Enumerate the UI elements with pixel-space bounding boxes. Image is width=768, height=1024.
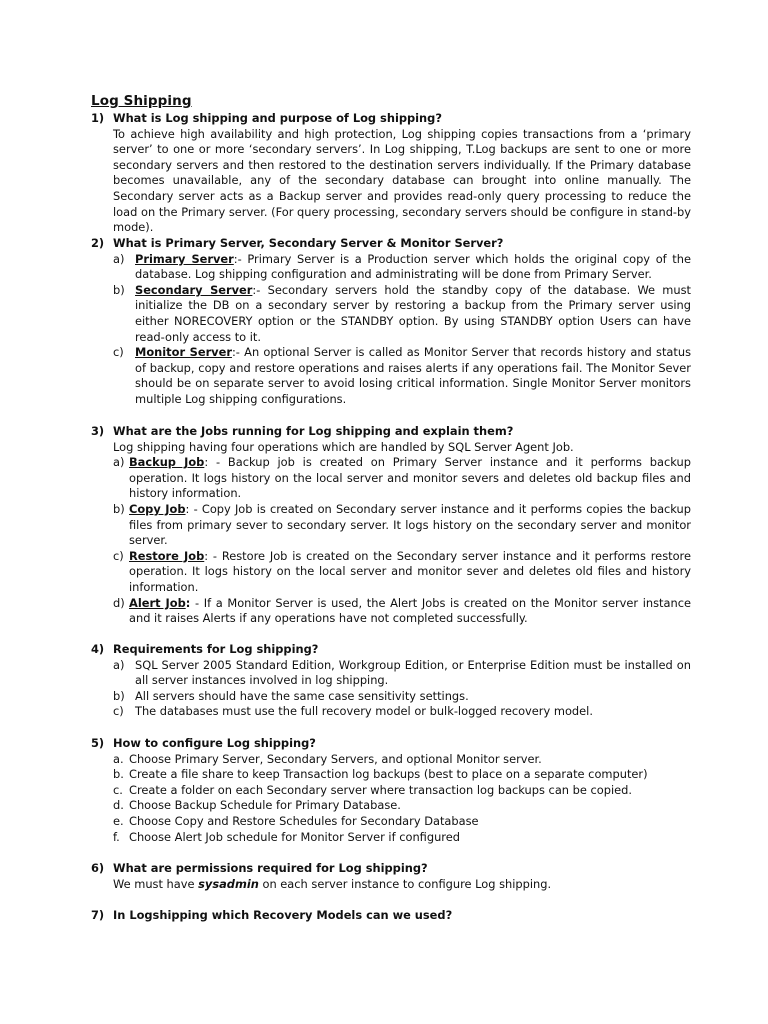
item-term: Secondary Server [135, 282, 253, 297]
answer-list [113, 752, 691, 846]
question-heading [91, 642, 691, 658]
list-item [113, 689, 691, 705]
question-number: 7) [91, 908, 105, 922]
item-marker: b) [113, 282, 125, 297]
question-section-2 [91, 236, 691, 408]
item-term: Monitor Server [135, 345, 232, 360]
question-section-6 [91, 861, 691, 892]
answer-emphasis: sysadmin [198, 876, 259, 891]
item-text [135, 345, 691, 407]
list-item [113, 549, 691, 596]
item-marker: c) [113, 345, 124, 360]
item-term: Primary Server [135, 251, 234, 266]
item-text: Create a file share to keep Transaction log backups (best to place on a separate computer) [129, 767, 648, 782]
answer-text-pre: We must have [113, 876, 199, 891]
item-text: Choose Backup Schedule for Primary Database. [129, 798, 401, 813]
list-item [113, 283, 691, 345]
answer-list [113, 252, 691, 408]
item-description: - Restore Job is created on the Secondary server instance and it performs restore operation. It logs history on the local server and monitor sever and deletes old files and history information. [129, 548, 691, 594]
list-item [113, 596, 691, 627]
question-section-4 [91, 642, 691, 720]
list-item [113, 252, 691, 283]
answer-paragraph: To achieve high availability and high protection, Log shipping copies transactions from a ‘primary server’ to one or more ‘secondary servers’. In Log shipping, T.Log backups are sent to one or more secondary servers and then restored to the destination servers individually. If the Primary database becomes unavailable, any of the secondary database can brought into online manually. The Secondary server acts as a Backup server and provides read-only query processing to reduce the load on the Primary server. (For query processing, secondary servers should be configure in stand-by mode). [113, 126, 691, 235]
item-text [129, 455, 691, 502]
item-marker: b) [113, 688, 125, 703]
item-term: Copy Job [129, 501, 186, 516]
item-text: Choose Alert Job schedule for Monitor Server if configured [129, 829, 460, 844]
item-marker: c) [113, 548, 124, 563]
question-text: What is Log shipping and purpose of Log shipping? [113, 111, 442, 125]
item-text: The databases must use the full recovery model or bulk-logged recovery model. [135, 704, 593, 719]
item-text: All servers should have the same case sensitivity settings. [135, 688, 469, 703]
item-text [135, 252, 691, 283]
list-item [113, 704, 691, 720]
item-separator: :- [252, 282, 261, 297]
question-number: 4) [91, 642, 105, 656]
question-text: How to configure Log shipping? [113, 736, 316, 750]
item-term: Alert Job [129, 595, 186, 610]
item-marker: a) [113, 455, 125, 470]
question-text: What is Primary Server, Secondary Server & Monitor Server? [113, 236, 504, 250]
item-separator: :- [233, 251, 242, 266]
question-number: 5) [91, 736, 105, 750]
item-description: - If a Monitor Server is used, the Alert Jobs is created on the Monitor server instance and it raises Alerts if any operations have not completed successfully. [129, 595, 691, 626]
question-section-3 [91, 424, 691, 627]
list-item [113, 814, 691, 830]
question-heading [91, 236, 691, 252]
item-text: Create a folder on each Secondary server where transaction log backups can be copied. [129, 782, 632, 797]
list-item [113, 798, 691, 814]
question-heading [91, 424, 691, 440]
list-item [113, 830, 691, 846]
answer-paragraph [113, 877, 691, 893]
question-section-7 [91, 908, 691, 924]
item-marker: d. [113, 798, 124, 813]
list-item [113, 752, 691, 768]
document-title: Log Shipping [91, 93, 192, 109]
item-description: - Backup job is created on Primary Server instance and it performs backup operation. It logs history on the local server and monitor severs and deletes old backup files and history information. [129, 455, 691, 501]
list-item [113, 658, 691, 689]
question-number: 6) [91, 861, 105, 875]
item-separator: : [185, 501, 190, 516]
item-description: An optional Server is called as Monitor Server that records history and status of backup, copy and restore operations and raises alerts if any operations fail. The Monitor Sever should be on separate server to avoid losing critical information. Single Monitor Server monitors multiple Log shipping configurations. [135, 345, 692, 406]
item-text [129, 549, 691, 596]
item-separator: : [185, 595, 191, 610]
item-marker: d) [113, 595, 125, 610]
list-item [113, 502, 691, 549]
list-item [113, 455, 691, 502]
question-number: 2) [91, 236, 105, 250]
item-term: Restore Job [129, 548, 205, 563]
list-item [113, 783, 691, 799]
item-text [135, 283, 691, 345]
item-marker: b) [113, 501, 125, 516]
list-item [113, 767, 691, 783]
question-heading [91, 736, 691, 752]
answer-text-post: on each server instance to configure Log shipping. [258, 876, 552, 891]
item-text: Choose Primary Server, Secondary Servers, and optional Monitor server. [129, 751, 542, 766]
item-description: Secondary servers hold the standby copy of the database. We must initialize the DB on a secondary server by restoring a backup from the Primary server using either NORECOVERY option or the STANDBY option. By using STANDBY option Users can have read-only access to it. [135, 282, 691, 344]
item-separator: : [204, 455, 209, 470]
item-marker: c) [113, 704, 124, 719]
item-marker: a) [113, 251, 125, 266]
list-item [113, 345, 691, 407]
question-heading [91, 908, 691, 924]
item-term: Backup Job [129, 455, 205, 470]
item-text: Choose Copy and Restore Schedules for Secondary Database [129, 813, 479, 828]
question-text: In Logshipping which Recovery Models can we used? [113, 908, 453, 922]
item-marker: c. [113, 782, 123, 797]
item-text: SQL Server 2005 Standard Edition, Workgroup Edition, or Enterprise Edition must be installed on all server instances involved in log shipping. [135, 657, 691, 688]
question-text: What are permissions required for Log shipping? [113, 861, 428, 875]
item-marker: b. [113, 767, 124, 782]
answer-list [113, 455, 691, 627]
item-text [129, 596, 691, 627]
question-section-5 [91, 736, 691, 845]
question-heading [91, 111, 691, 127]
item-description: - Copy Job is created on Secondary server instance and it performs copies the backup files from primary sever to secondary server. It logs history on the secondary server and monitor server. [129, 501, 692, 548]
question-text: Requirements for Log shipping? [113, 642, 319, 656]
item-marker: a. [113, 751, 124, 766]
question-heading [91, 861, 691, 877]
question-text: What are the Jobs running for Log shipping and explain them? [113, 424, 514, 438]
item-separator: :- [231, 345, 240, 360]
question-number: 3) [91, 424, 105, 438]
item-separator: : [204, 548, 209, 563]
item-description: Primary Server is a Production server which holds the original copy of the database. Log shipping configuration and administrating will be done from Primary Server. [135, 251, 692, 282]
item-marker: e. [113, 813, 124, 828]
question-number: 1) [91, 111, 105, 125]
item-text [129, 502, 691, 549]
answer-list [113, 658, 691, 720]
item-marker: a) [113, 657, 125, 672]
item-marker: f. [113, 829, 120, 844]
answer-intro: Log shipping having four operations which are handled by SQL Server Agent Job. [113, 439, 574, 454]
question-section-1 [91, 111, 691, 236]
